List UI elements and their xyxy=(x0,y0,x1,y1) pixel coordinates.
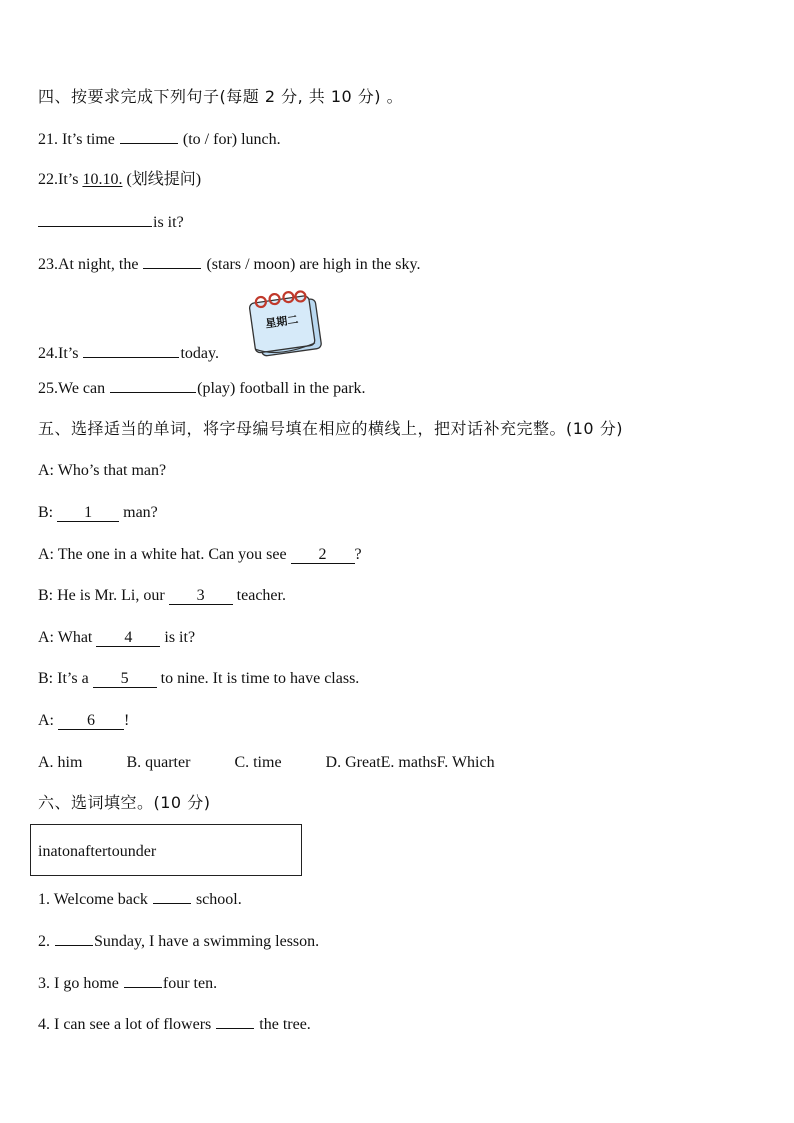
answer-blank[interactable] xyxy=(120,129,178,144)
dialogue-text: man? xyxy=(123,504,158,521)
fill-item-2 xyxy=(38,931,319,952)
question-21 xyxy=(38,129,281,150)
question-text-post: is it? xyxy=(153,214,184,231)
item-text-pre: 3. I go home xyxy=(38,975,119,992)
dialogue-text: What xyxy=(57,629,93,646)
question-text-pre: It’s xyxy=(58,345,79,362)
dialogue-text: It’s a xyxy=(57,670,89,687)
answer-blank[interactable] xyxy=(83,343,179,358)
item-text-post: the tree. xyxy=(259,1016,311,1033)
speaker-label: A: xyxy=(38,712,54,729)
dialogue-text: The one in a white hat. Can you see xyxy=(57,546,287,563)
speaker-label: A: xyxy=(38,629,54,646)
item-text-pre: 4. I can see a lot of flowers xyxy=(38,1016,212,1033)
item-text-post: school. xyxy=(195,891,242,908)
answer-blank[interactable] xyxy=(216,1014,254,1029)
fill-item-3 xyxy=(38,973,217,994)
answer-blank[interactable] xyxy=(38,212,152,227)
option-a: A. him xyxy=(38,754,83,771)
item-text-post: Sunday, I have a swimming lesson. xyxy=(94,933,320,950)
dialogue-line-1 xyxy=(38,461,166,481)
question-24 xyxy=(38,343,219,364)
underlined-time: 10.10. xyxy=(82,171,123,188)
word-box xyxy=(30,824,302,876)
question-23 xyxy=(38,254,420,275)
answer-blank-5[interactable]: 5 xyxy=(93,671,157,688)
question-text-post: (to / for) lunch. xyxy=(182,131,281,148)
dialogue-line-7 xyxy=(38,711,129,731)
section-5-heading: 五、选择适当的单词，将字母编号填在相应的横线上，把对话补充完整。(10 分) xyxy=(38,419,623,438)
calendar-label: 星期二 xyxy=(264,313,300,331)
dialogue-line-6 xyxy=(38,669,359,689)
calendar-picture xyxy=(244,287,324,359)
dialogue-text: Who’s that man? xyxy=(57,462,167,479)
answer-blank-6[interactable]: 6 xyxy=(58,713,124,730)
dialogue-line-4 xyxy=(38,586,286,606)
question-number: 25. xyxy=(38,380,58,397)
item-text-pre: 2. xyxy=(38,933,50,950)
question-text-post: (play) football in the park. xyxy=(197,380,366,397)
speaker-label: A: xyxy=(38,462,54,479)
answer-blank[interactable] xyxy=(143,254,201,269)
question-number: 23. xyxy=(38,256,58,273)
question-text-pre: It’s xyxy=(58,171,79,188)
item-text-post: four ten. xyxy=(162,975,218,992)
question-instruction: (划线提问) xyxy=(126,171,202,188)
question-number: 21. xyxy=(38,131,58,148)
question-22-answer-line xyxy=(38,212,184,233)
dialogue-text: ? xyxy=(354,546,362,563)
speaker-label: B: xyxy=(38,504,54,521)
dialogue-text: He is Mr. Li, our xyxy=(57,587,165,604)
dialogue-text: is it? xyxy=(164,629,196,646)
question-text-post: today. xyxy=(180,345,219,362)
question-text-pre: We can xyxy=(58,380,106,397)
question-25 xyxy=(38,378,366,399)
option-d-e-f: D. GreatE. mathsF. Which xyxy=(325,754,495,771)
question-text-pre: At night, the xyxy=(58,256,139,273)
option-c: C. time xyxy=(234,754,282,771)
options-row xyxy=(38,753,539,773)
question-number: 24. xyxy=(38,345,58,362)
speaker-label: B: xyxy=(38,670,54,687)
dialogue-line-5 xyxy=(38,628,195,648)
answer-blank-1[interactable]: 1 xyxy=(57,505,119,522)
word-box-words: inatonaftertounder xyxy=(38,843,157,860)
question-22 xyxy=(38,170,201,190)
answer-blank-3[interactable]: 3 xyxy=(169,588,233,605)
fill-item-1 xyxy=(38,889,242,910)
answer-blank[interactable] xyxy=(124,973,162,988)
option-b: B. quarter xyxy=(126,754,191,771)
item-text-pre: 1. Welcome back xyxy=(38,891,148,908)
answer-blank[interactable] xyxy=(110,378,196,393)
dialogue-line-3 xyxy=(38,545,362,565)
dialogue-text: to nine. It is time to have class. xyxy=(160,670,360,687)
question-text-post: (stars / moon) are high in the sky. xyxy=(206,256,421,273)
answer-blank-2[interactable]: 2 xyxy=(291,547,355,564)
question-number: 22. xyxy=(38,171,58,188)
fill-item-4 xyxy=(38,1014,311,1035)
section-4-heading: 四、按要求完成下列句子(每题 2 分, 共 10 分) 。 xyxy=(38,87,404,106)
speaker-label: B: xyxy=(38,587,54,604)
answer-blank[interactable] xyxy=(55,931,93,946)
section-6-heading: 六、选词填空。(10 分) xyxy=(38,793,211,812)
question-text-pre: It’s time xyxy=(62,131,115,148)
dialogue-text: teacher. xyxy=(236,587,286,604)
answer-blank[interactable] xyxy=(153,889,191,904)
dialogue-text: ! xyxy=(124,712,130,729)
answer-blank-4[interactable]: 4 xyxy=(96,630,160,647)
speaker-label: A: xyxy=(38,546,54,563)
dialogue-line-2 xyxy=(38,503,158,523)
